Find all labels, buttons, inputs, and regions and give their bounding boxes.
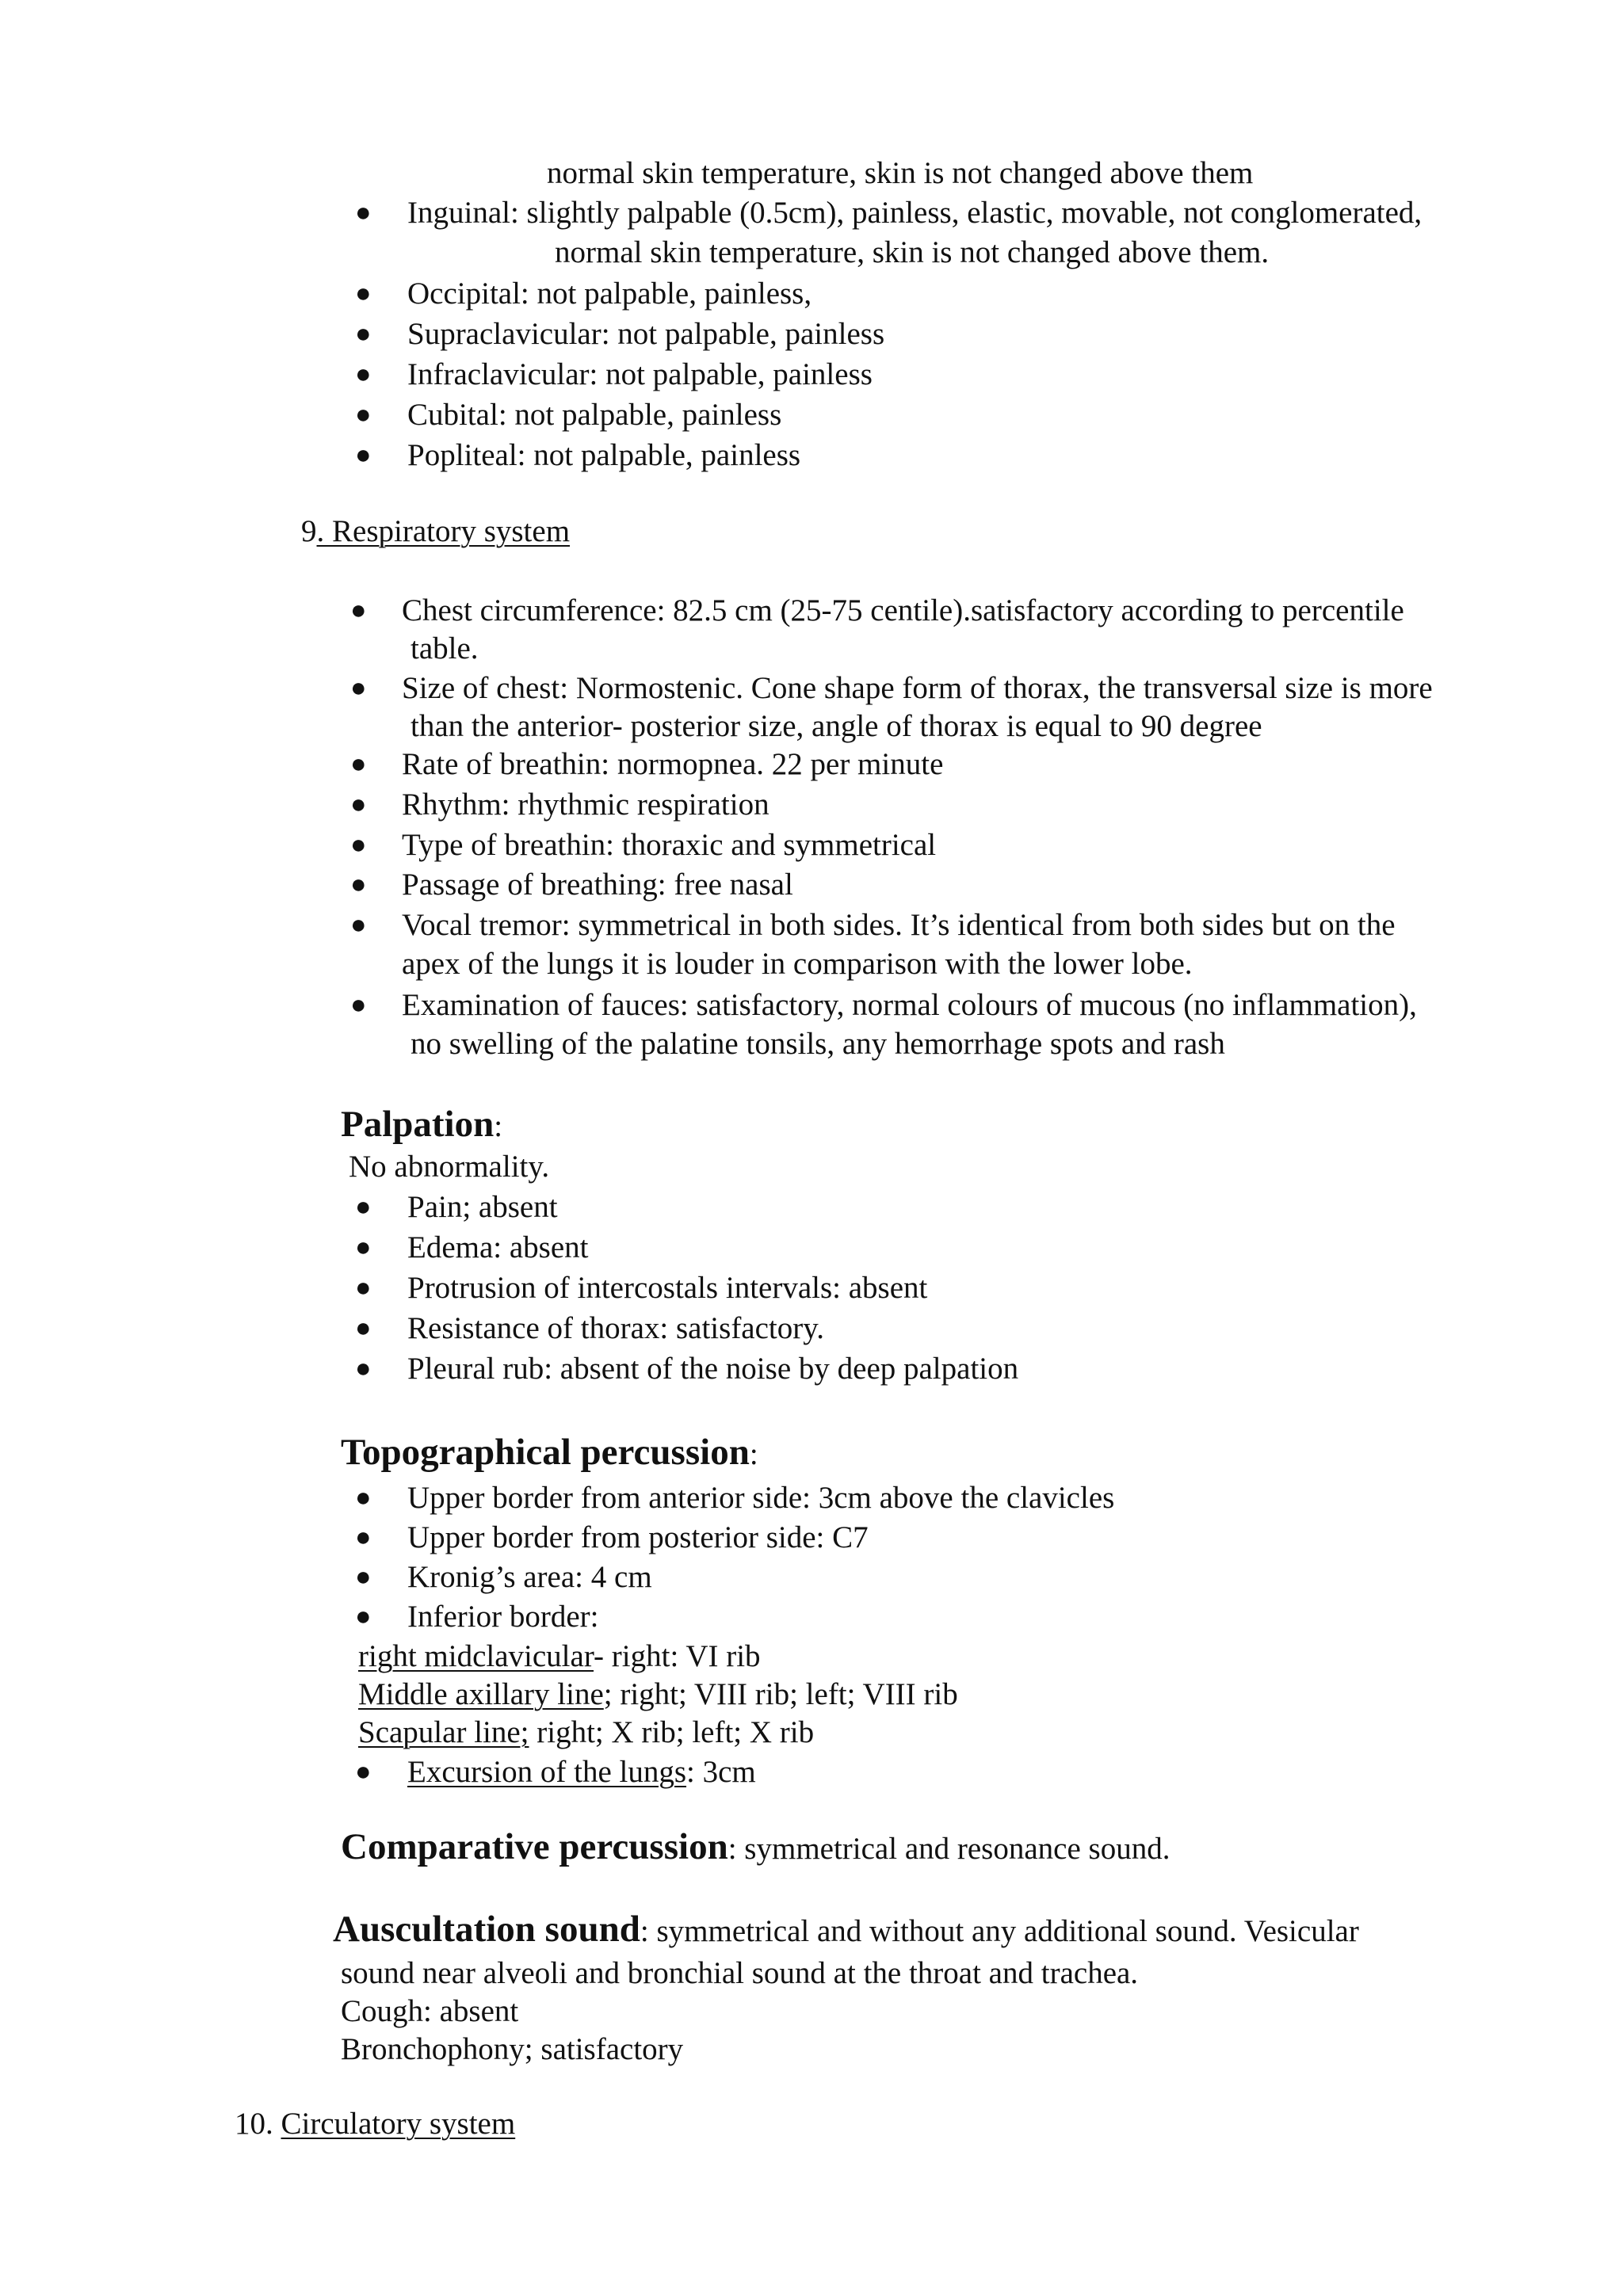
- bullet-icon: ●: [350, 673, 367, 703]
- bullet-icon: ●: [350, 870, 367, 899]
- fauces-line1: Examination of fauces: satisfactory, normal colours of mucous (no inflammation),: [402, 988, 1417, 1022]
- auscultation-title: Auscultation sound: [333, 1909, 640, 1950]
- palpation-item: Pain; absent: [407, 1190, 558, 1224]
- palpation-item: Resistance of thorax: satisfactory.: [407, 1311, 824, 1345]
- bullet-icon: ●: [355, 198, 372, 227]
- palpation-item: Edema: absent: [407, 1230, 589, 1264]
- bullet-icon: ●: [355, 1602, 372, 1631]
- topographical-title: Topographical percussion: [341, 1432, 750, 1473]
- midclavicular-line: right midclavicular- right: VI rib: [358, 1639, 761, 1673]
- palpation-item: Protrusion of intercostals intervals: absent: [407, 1271, 928, 1305]
- excursion-item: Excursion of the lungs: 3cm: [407, 1755, 756, 1789]
- bullet-icon: ●: [350, 596, 367, 625]
- bullet-icon: ●: [355, 441, 372, 470]
- section-number: 10.: [235, 2107, 281, 2141]
- inguinal-line2: normal skin temperature, skin is not changed above them.: [555, 235, 1270, 269]
- breathing-type-item: Type of breathin: thoraxic and symmetrical: [402, 828, 937, 862]
- auscultation-heading: Auscultation sound: symmetrical and without any additional sound. Vesicular: [333, 1909, 1359, 1950]
- bullet-icon: ●: [355, 400, 372, 429]
- section-title: . Respiratory system: [316, 514, 571, 548]
- inferior-border: Inferior border:: [407, 1600, 599, 1634]
- cubital-item: Cubital: not palpable, painless: [407, 398, 782, 432]
- section-title: Circulatory system: [281, 2107, 516, 2141]
- popliteal-item: Popliteal: not palpable, painless: [407, 438, 801, 472]
- bullet-icon: ●: [355, 279, 372, 308]
- upper-border-posterior: Upper border from posterior side: C7: [407, 1520, 869, 1554]
- bullet-icon: ●: [355, 1273, 372, 1302]
- bullet-icon: ●: [355, 1192, 372, 1222]
- breathing-passage-item: Passage of breathing: free nasal: [402, 868, 793, 902]
- chest-circumference-line1: Chest circumference: 82.5 cm (25-75 centile).satisfactory according to percentile: [402, 593, 1404, 627]
- comparative-title: Comparative percussion: [341, 1826, 728, 1867]
- palpation-heading: Palpation:: [341, 1104, 503, 1145]
- infraclavicular-item: Infraclavicular: not palpable, painless: [407, 357, 873, 391]
- rhythm-item: Rhythm: rhythmic respiration: [402, 788, 769, 822]
- chest-size-line1: Size of chest: Normostenic. Cone shape form of thorax, the transversal size is more: [402, 671, 1433, 705]
- auscultation-line2: sound near alveoli and bronchial sound at the throat and trachea.: [341, 1956, 1139, 1990]
- supraclavicular-item: Supraclavicular: not palpable, painless: [407, 317, 885, 351]
- breathing-rate-item: Rate of breathin: normopnea. 22 per minute: [402, 747, 944, 781]
- fauces-line2: no swelling of the palatine tonsils, any hemorrhage spots and rash: [411, 1027, 1225, 1061]
- inguinal-line1: Inguinal: slightly palpable (0.5cm), painless, elastic, movable, not conglomerated,: [407, 196, 1423, 230]
- bullet-icon: ●: [355, 1233, 372, 1262]
- vocal-tremor-line1: Vocal tremor: symmetrical in both sides. It’s identical from both sides but on the: [402, 908, 1396, 942]
- bullet-icon: ●: [355, 360, 372, 389]
- bullet-icon: ●: [355, 319, 372, 349]
- palpation-title: Palpation: [341, 1104, 495, 1145]
- bullet-icon: ●: [355, 1523, 372, 1552]
- section-number: 9: [301, 514, 317, 548]
- kronig-area: Kronig’s area: 4 cm: [407, 1560, 652, 1594]
- bullet-icon: ●: [355, 1757, 372, 1787]
- topographical-heading: Topographical percussion:: [341, 1432, 758, 1473]
- bronchophony-line: Bronchophony; satisfactory: [341, 2032, 684, 2066]
- palpation-item: Pleural rub: absent of the noise by deep palpation: [407, 1352, 1019, 1386]
- palpation-summary: No abnormality.: [349, 1150, 550, 1184]
- bullet-icon: ●: [355, 1354, 372, 1383]
- circulatory-heading: [235, 2106, 515, 2142]
- bullet-icon: ●: [355, 1562, 372, 1592]
- bullet-icon: ●: [350, 790, 367, 819]
- comparative-heading: Comparative percussion: symmetrical and resonance sound.: [341, 1826, 1170, 1867]
- respiratory-heading: [301, 513, 570, 550]
- axillary-line: Middle axillary line; right; VIII rib; left; VIII rib: [358, 1677, 958, 1711]
- occipital-item: Occipital: not palpable, painless,: [407, 277, 812, 311]
- bullet-icon: ●: [350, 830, 367, 860]
- bullet-icon: ●: [355, 1483, 372, 1512]
- chest-size-line2: than the anterior- posterior size, angle of thorax is equal to 90 degree: [411, 709, 1262, 743]
- upper-border-anterior: Upper border from anterior side: 3cm above the clavicles: [407, 1481, 1115, 1515]
- bullet-icon: ●: [350, 910, 367, 940]
- chest-circumference-line2: table.: [411, 631, 479, 666]
- bullet-icon: ●: [350, 990, 367, 1020]
- bullet-icon: ●: [350, 749, 367, 779]
- vocal-tremor-line2: apex of the lungs it is louder in comparison with the lower lobe.: [402, 947, 1193, 981]
- bullet-icon: ●: [355, 1314, 372, 1343]
- scapular-line: Scapular line; right; X rib; left; X rib: [358, 1715, 815, 1749]
- axillary-continuation: normal skin temperature, skin is not changed above them: [547, 156, 1254, 190]
- cough-line: Cough: absent: [341, 1994, 519, 2028]
